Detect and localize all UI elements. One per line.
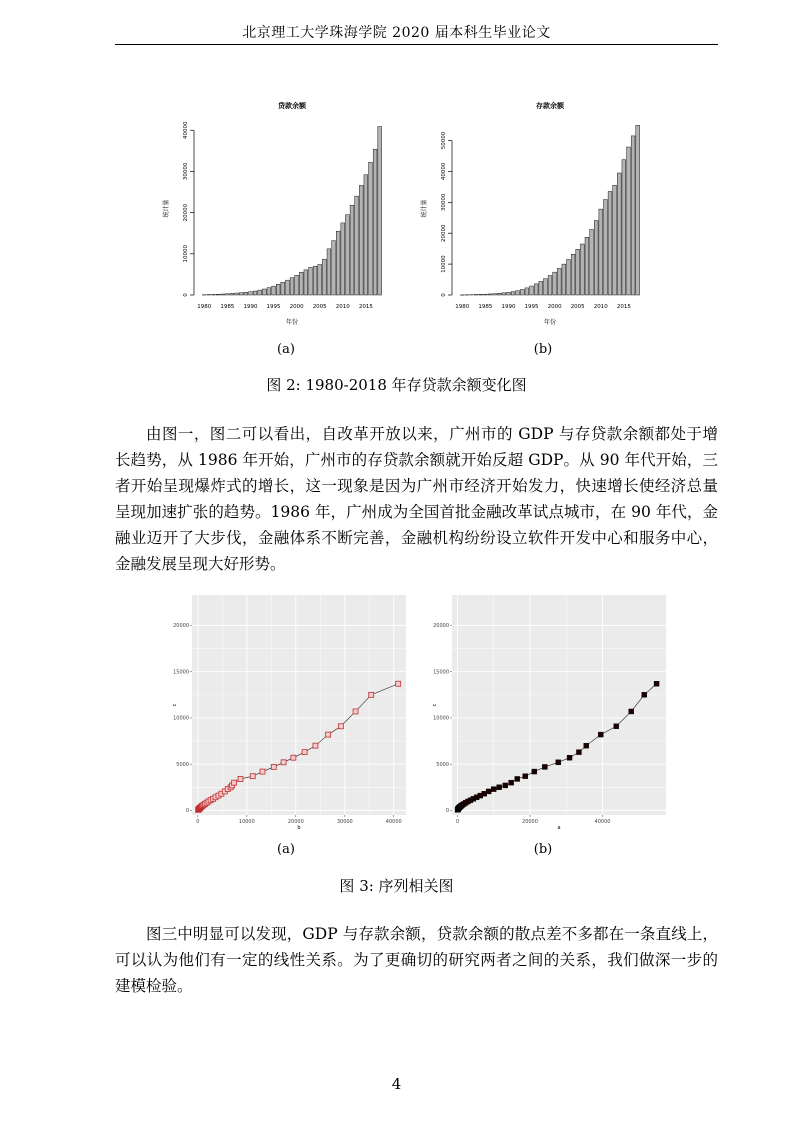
- y-axis-label: 统计量: [421, 199, 428, 218]
- loan-balance-bar-chart: [160, 95, 390, 335]
- x-tick-label: 2000: [547, 304, 562, 310]
- x-tick-label: 20000: [287, 819, 304, 825]
- y-tick-label: 10000: [433, 715, 449, 722]
- y-tick-label: 5000: [176, 761, 189, 768]
- bar: [327, 249, 331, 295]
- bar: [525, 288, 529, 295]
- bar: [299, 272, 303, 295]
- bar: [364, 175, 368, 295]
- data-point: [503, 783, 508, 788]
- y-axis-label: 统计量: [163, 199, 170, 218]
- data-point: [523, 774, 528, 779]
- chart-title: 贷款余额: [278, 102, 306, 110]
- bar: [336, 231, 340, 295]
- bar: [345, 215, 349, 295]
- bar: [258, 290, 262, 295]
- x-axis-label: a: [557, 825, 561, 831]
- paragraph-2-text: 图三中明显可以发现，GDP 与存款余额，贷款余额的散点差不多都在一条直线上，可以认为他们有一定的线性关系。为了更确切的研究两者之间的关系，我们做深一步的建模检验。: [115, 925, 718, 995]
- bar: [253, 291, 257, 295]
- y-tick-label: 40000: [183, 121, 189, 139]
- data-point: [509, 780, 514, 785]
- bar: [520, 289, 524, 295]
- data-point: [642, 692, 647, 697]
- chart-title: 存款余额: [536, 102, 564, 110]
- data-point: [302, 750, 307, 755]
- x-axis-label: 年份: [543, 319, 557, 326]
- x-tick-label: 40000: [594, 819, 611, 825]
- data-point: [260, 769, 265, 774]
- bar: [548, 276, 552, 295]
- bar: [502, 293, 506, 295]
- bar: [359, 185, 363, 295]
- bar: [627, 147, 631, 295]
- bar: [576, 249, 580, 295]
- y-tick-label: 5000: [436, 761, 449, 768]
- bar: [507, 292, 511, 295]
- page-number: 4: [391, 1075, 402, 1093]
- y-tick-label: 15000: [433, 669, 449, 676]
- bar: [530, 286, 534, 295]
- y-tick-label: 10000: [173, 715, 189, 722]
- bar: [295, 275, 299, 295]
- bar: [221, 294, 225, 295]
- bar: [608, 192, 612, 295]
- bar: [622, 160, 626, 295]
- y-tick-label: 30000: [441, 193, 447, 212]
- scatter-gdp-vs-deposit: [430, 593, 670, 833]
- y-tick-label: 10000: [183, 245, 189, 263]
- x-tick-label: 0: [196, 819, 200, 825]
- x-tick-label: 0: [455, 819, 460, 825]
- data-point: [238, 776, 243, 781]
- bar: [281, 282, 285, 295]
- bar: [239, 293, 243, 295]
- data-point: [271, 764, 276, 769]
- fig2-sublabel-b: (b): [533, 342, 553, 357]
- bar: [497, 293, 501, 295]
- bar: [603, 200, 607, 295]
- data-point: [486, 789, 491, 794]
- bar: [216, 294, 220, 295]
- x-tick-label: 2015: [358, 304, 373, 310]
- x-tick-label: 2005: [312, 304, 327, 310]
- y-tick-label: 40000: [441, 162, 447, 181]
- fig2-caption: 图 2: 1980-2018 年存贷款余额变化图: [266, 376, 527, 394]
- data-point: [629, 709, 634, 714]
- y-tick-label: 0: [441, 293, 447, 297]
- y-tick-label: 0: [185, 808, 189, 815]
- bar: [249, 292, 253, 295]
- x-tick-label: 2005: [570, 304, 585, 310]
- bar: [534, 284, 538, 295]
- bar: [488, 294, 492, 295]
- data-point: [281, 760, 286, 765]
- data-point: [584, 743, 589, 748]
- bar: [355, 196, 359, 295]
- x-tick-label: 1980: [455, 304, 470, 310]
- data-point: [497, 785, 502, 790]
- x-axis-label: 年份: [285, 319, 299, 326]
- x-tick-label: 2010: [593, 304, 608, 310]
- bar: [594, 221, 598, 295]
- bar: [539, 281, 543, 295]
- bar: [516, 291, 520, 295]
- x-tick-label: 1985: [220, 304, 235, 310]
- x-tick-label: 10000: [238, 819, 255, 825]
- data-point: [491, 787, 496, 792]
- data-point: [326, 732, 331, 737]
- bar: [341, 223, 345, 295]
- bar: [272, 286, 276, 295]
- y-tick-label: 20000: [183, 203, 189, 222]
- fig3-sublabel-a: (a): [277, 842, 295, 857]
- bar: [557, 268, 561, 295]
- bar: [567, 259, 571, 295]
- data-point: [567, 755, 572, 760]
- bar: [617, 173, 621, 295]
- data-point: [250, 774, 255, 779]
- x-tick-label: 1995: [266, 304, 281, 310]
- running-header: 北京理工大学珠海学院 2020 届本科生毕业论文: [242, 25, 551, 41]
- data-point: [353, 709, 358, 714]
- bar: [553, 272, 557, 295]
- paragraph-2: [115, 921, 718, 999]
- data-point: [338, 724, 343, 729]
- bar: [479, 294, 483, 295]
- bar: [290, 278, 294, 295]
- bar: [225, 294, 229, 295]
- bar: [285, 280, 289, 295]
- bar: [369, 162, 373, 295]
- data-point: [654, 681, 659, 686]
- bar: [262, 289, 266, 295]
- data-point: [556, 760, 561, 765]
- bar: [322, 259, 326, 295]
- bar: [571, 254, 575, 295]
- data-point: [396, 681, 401, 686]
- y-axis-label: c: [172, 703, 178, 707]
- y-tick-label: 20000: [441, 224, 447, 242]
- bar: [613, 185, 617, 295]
- data-point: [532, 769, 537, 774]
- bar: [267, 288, 271, 295]
- paragraph-1: [115, 421, 718, 577]
- x-tick-label: 2010: [335, 304, 350, 310]
- data-point: [291, 755, 296, 760]
- bar: [511, 292, 515, 295]
- data-point: [614, 724, 619, 729]
- plot-panel: [192, 595, 406, 815]
- bar: [332, 241, 336, 295]
- bar: [244, 292, 248, 295]
- bar: [636, 125, 640, 295]
- bar: [309, 267, 313, 295]
- x-tick-label: 1990: [243, 304, 258, 310]
- data-point: [515, 776, 520, 781]
- x-tick-label: 1990: [501, 304, 516, 310]
- bar: [350, 205, 354, 295]
- x-tick-label: 1985: [478, 304, 493, 310]
- data-point: [576, 750, 581, 755]
- bar: [483, 294, 487, 295]
- y-tick-label: 30000: [183, 162, 189, 181]
- bar: [318, 265, 322, 295]
- paragraph-1-text: 由图一，图二可以看出，自改革开放以来，广州市的 GDP 与存贷款余额都处于增长趋势，从 1986 年开始，广州市的存贷款余额就开始反超 GDP。从 90 年代开始，三者开始呈现爆炸式的增长，这一现象是因为广州市经济开始发力，快速增长使经济总量呈现加速扩张的趋势。1986 年，广州成为全国首批金融改革试点城市，在 90 年代，金融业迈开了大步伐，金融体系不断完善，金融机构纷纷设立软件开发中心和服务中心，金融发展呈现大好形势。: [115, 425, 718, 573]
- scatter-gdp-vs-loan: [170, 593, 410, 833]
- header-rule: [115, 44, 718, 45]
- bar: [580, 244, 584, 295]
- bar: [230, 293, 234, 295]
- fig3-sublabel-b: (b): [533, 842, 553, 857]
- bar: [590, 230, 594, 295]
- x-tick-label: 2000: [289, 304, 304, 310]
- fig3-caption: 图 3: 序列相关图: [339, 877, 454, 895]
- bar: [235, 293, 239, 295]
- bar: [599, 209, 603, 295]
- x-tick-label: 1980: [197, 304, 212, 310]
- data-point: [542, 764, 547, 769]
- data-point: [369, 692, 374, 697]
- bar: [373, 149, 377, 295]
- x-tick-label: 1995: [524, 304, 539, 310]
- y-tick-label: 20000: [433, 623, 449, 630]
- x-tick-label: 30000: [336, 819, 353, 825]
- y-axis-label: c: [432, 703, 438, 707]
- y-tick-label: 20000: [173, 623, 189, 630]
- x-tick-label: 20000: [522, 819, 538, 825]
- plot-panel: [452, 595, 666, 815]
- data-point: [232, 780, 237, 785]
- bar: [313, 266, 317, 295]
- bar: [493, 294, 497, 295]
- fig2-sublabel-a: (a): [277, 342, 295, 357]
- bar: [585, 237, 589, 295]
- y-tick-label: 15000: [173, 669, 189, 676]
- bar: [304, 270, 308, 295]
- bar: [543, 279, 547, 295]
- deposit-balance-bar-chart: [418, 95, 648, 335]
- y-tick-label: 10000: [441, 255, 447, 273]
- data-point: [313, 743, 318, 748]
- y-tick-label: 0: [183, 293, 189, 297]
- data-point: [598, 732, 603, 737]
- y-tick-label: 50000: [441, 131, 447, 150]
- bar: [631, 136, 635, 295]
- bar: [562, 264, 566, 295]
- x-axis-label: b: [297, 825, 301, 831]
- bar: [276, 284, 280, 295]
- bar: [378, 127, 382, 295]
- x-tick-label: 2015: [616, 304, 631, 310]
- y-tick-label: 0: [445, 808, 449, 815]
- x-tick-label: 40000: [385, 819, 402, 825]
